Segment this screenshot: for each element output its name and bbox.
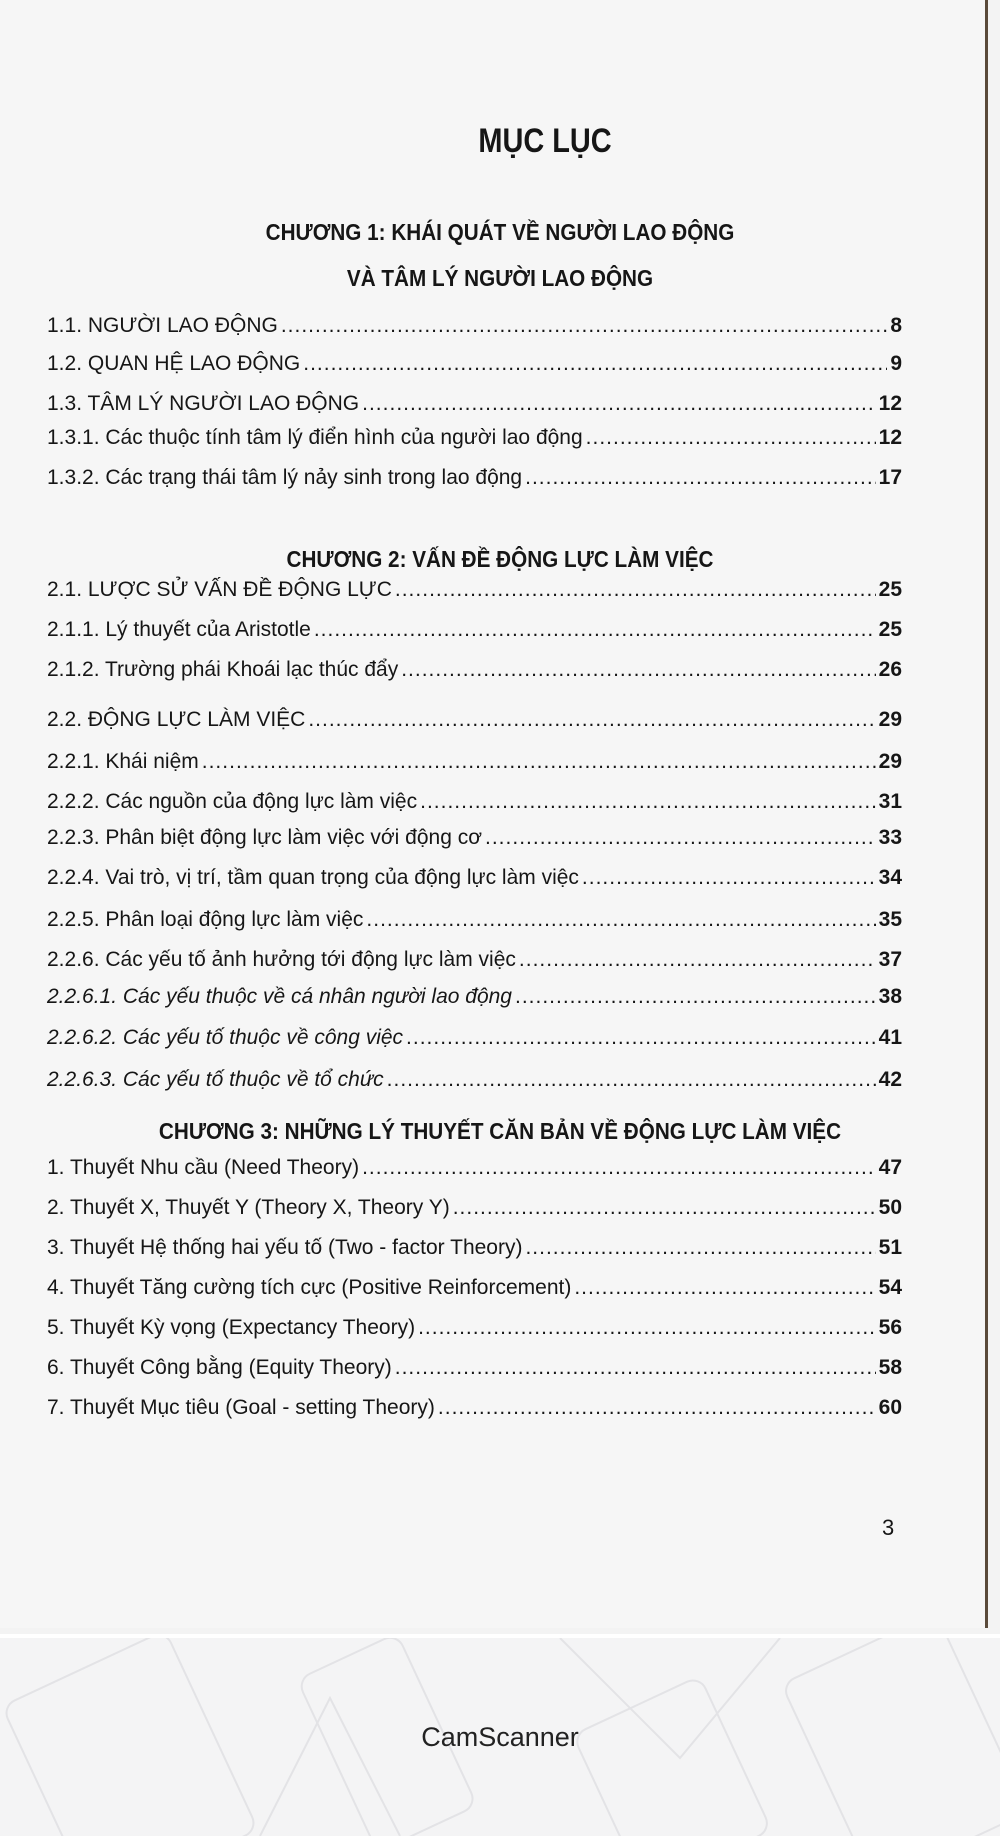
toc-entry-label: 1. Thuyết Nhu cầu (Need Theory): [47, 1156, 360, 1179]
toc-entry: [47, 908, 902, 932]
dot-leader: [303, 352, 887, 376]
toc-entry: [47, 1356, 902, 1380]
toc-entry-label: 7. Thuyết Mục tiêu (Goal - setting Theory): [47, 1396, 435, 1419]
toc-entry-label: 2.2.6. Các yếu tố ảnh hưởng tới động lực làm việc: [47, 948, 516, 971]
dot-leader: [362, 392, 876, 416]
dot-leader: [438, 1396, 876, 1420]
dot-leader: [453, 1196, 876, 1220]
toc-entry-label: 2.2.2. Các nguồn của động lực làm việc: [47, 790, 418, 813]
dot-leader: [406, 1026, 876, 1050]
dot-leader: [314, 618, 876, 642]
toc-entry-page: 33: [878, 826, 902, 849]
dot-leader: [515, 985, 876, 1009]
toc-entry-page: 12: [878, 392, 902, 415]
toc-entry-page: 37: [878, 948, 902, 971]
toc-entry-label: 2.2.4. Vai trò, vị trí, tầm quan trọng của động lực làm việc: [47, 866, 579, 889]
toc-entry-page: 29: [878, 750, 902, 773]
toc-entry-page: 47: [878, 1156, 902, 1179]
toc-entry-label: 5. Thuyết Kỳ vọng (Expectancy Theory): [47, 1316, 416, 1339]
toc-entry: [47, 314, 902, 338]
toc-entry: [47, 392, 902, 416]
toc-entry: [47, 466, 902, 490]
dot-leader: [387, 1068, 876, 1092]
dot-leader: [366, 908, 875, 932]
dot-leader: [485, 826, 876, 850]
toc-entry: [47, 1276, 902, 1300]
page-title: MỤC LỤC: [478, 122, 612, 160]
toc-entry-label: 1.3.2. Các trạng thái tâm lý nảy sinh trong lao động: [47, 466, 523, 489]
toc-entry-label: 2.2.6.1. Các yếu thuộc về cá nhân người lao động: [47, 985, 512, 1008]
dot-leader: [362, 1156, 876, 1180]
scanner-footer: [0, 1634, 1000, 1836]
toc-entry: [47, 1156, 902, 1180]
toc-entry: [47, 1196, 902, 1220]
toc-entry-page: 42: [878, 1068, 902, 1091]
toc-entry: [47, 948, 902, 972]
page-number: 3: [882, 1515, 895, 1540]
toc-entry-page: 26: [878, 658, 902, 681]
toc-entry-label: 2.2.3. Phân biệt động lực làm việc với động cơ: [47, 826, 483, 849]
toc-entry-page: 50: [878, 1196, 902, 1219]
chapter-2-heading: CHƯƠNG 2: VẤN ĐỀ ĐỘNG LỰC LÀM VIỆC: [286, 546, 714, 572]
toc-entry-page: 60: [878, 1396, 902, 1419]
toc-entry-page: 58: [878, 1356, 902, 1379]
dot-leader: [281, 314, 887, 338]
dot-leader: [401, 658, 875, 682]
toc-entry: [47, 1068, 902, 1092]
dot-leader: [202, 750, 876, 774]
dot-leader: [525, 1236, 875, 1260]
chapter-1-heading-line-1: CHƯƠNG 1: KHÁI QUÁT VỀ NGƯỜI LAO ĐỘNG: [265, 219, 735, 245]
toc-entry-label: 1.2. QUAN HỆ LAO ĐỘNG: [47, 352, 301, 375]
dot-leader: [525, 466, 876, 490]
toc-entry-label: 2.2.6.2. Các yếu tố thuộc về công việc: [47, 1026, 404, 1049]
toc-entry-page: 29: [878, 708, 902, 731]
toc-entry: [47, 750, 902, 774]
toc-entry-label: 2.1. LƯỢC SỬ VẤN ĐỀ ĐỘNG LỰC: [47, 578, 392, 601]
dot-leader: [574, 1276, 875, 1300]
toc-entry: [47, 1236, 902, 1260]
toc-entry-page: 54: [878, 1276, 902, 1299]
toc-entry-label: 2.2.5. Phân loại động lực làm việc: [47, 908, 364, 931]
toc-entry-label: 6. Thuyết Công bằng (Equity Theory): [47, 1356, 392, 1379]
toc-entry-label: 2.2.1. Khái niệm: [47, 750, 199, 773]
toc-entry-page: 41: [878, 1026, 902, 1049]
toc-entry: [47, 618, 902, 642]
toc-entry-page: 56: [878, 1316, 902, 1339]
toc-entry: [47, 1396, 902, 1420]
toc-entry-label: 2.2. ĐỘNG LỰC LÀM VIỆC: [47, 708, 306, 731]
toc-entry-page: 34: [878, 866, 902, 889]
dot-leader: [519, 948, 876, 972]
toc-entry: [47, 578, 902, 602]
chapter-1-heading-line-2: VÀ TÂM LÝ NGƯỜI LAO ĐỘNG: [346, 265, 654, 291]
toc-entry-page: 35: [878, 908, 902, 931]
toc-entry: [47, 1316, 902, 1340]
chapter-3-heading: CHƯƠNG 3: NHỮNG LÝ THUYẾT CĂN BẢN VỀ ĐỘNG LỰC LÀM VIỆC: [158, 1118, 842, 1144]
toc-entry-label: 1.3. TÂM LÝ NGƯỜI LAO ĐỘNG: [47, 392, 360, 415]
toc-entry-page: 12: [878, 426, 902, 449]
toc-entry: [47, 985, 902, 1009]
toc-entry-page: 38: [878, 985, 902, 1008]
camscanner-watermark: CamScanner: [421, 1722, 579, 1752]
toc-entry: [47, 426, 902, 450]
toc-entry: [47, 658, 902, 682]
toc-entry-label: 2.1.2. Trường phái Khoái lạc thúc đẩy: [47, 658, 399, 681]
toc-entry-page: 9: [890, 352, 902, 375]
toc-entry-page: 31: [878, 790, 902, 813]
toc-entry: [47, 708, 902, 732]
toc-entry-label: 4. Thuyết Tăng cường tích cực (Positive Reinforcement): [47, 1276, 572, 1299]
toc-entry-label: 2.2.6.3. Các yếu tố thuộc về tổ chức: [47, 1068, 384, 1091]
toc-entry: [47, 352, 902, 376]
toc-entry: [47, 790, 902, 814]
toc-entry-label: 1.1. NGƯỜI LAO ĐỘNG: [47, 314, 278, 337]
toc-entry-label: 3. Thuyết Hệ thống hai yếu tố (Two - factor Theory): [47, 1236, 523, 1259]
toc-entry: [47, 826, 902, 850]
toc-entry-page: 25: [878, 578, 902, 601]
toc-entry: [47, 866, 902, 890]
toc-entry-label: 1.3.1. Các thuộc tính tâm lý điển hình của người lao động: [47, 426, 583, 449]
toc-entry-page: 17: [878, 466, 902, 489]
dot-leader: [586, 426, 876, 450]
dot-leader: [395, 1356, 876, 1380]
dot-leader: [420, 790, 876, 814]
toc-entry-label: 2.1.1. Lý thuyết của Aristotle: [47, 618, 311, 641]
toc-entry-page: 25: [878, 618, 902, 641]
dot-leader: [395, 578, 876, 602]
toc-entry: [47, 1026, 902, 1050]
dot-leader: [308, 708, 875, 732]
dot-leader: [582, 866, 876, 890]
toc-entry-label: 2. Thuyết X, Thuyết Y (Theory X, Theory Y): [47, 1196, 450, 1219]
toc-entry-page: 51: [878, 1236, 902, 1259]
dot-leader: [418, 1316, 876, 1340]
toc-entry-page: 8: [890, 314, 902, 337]
